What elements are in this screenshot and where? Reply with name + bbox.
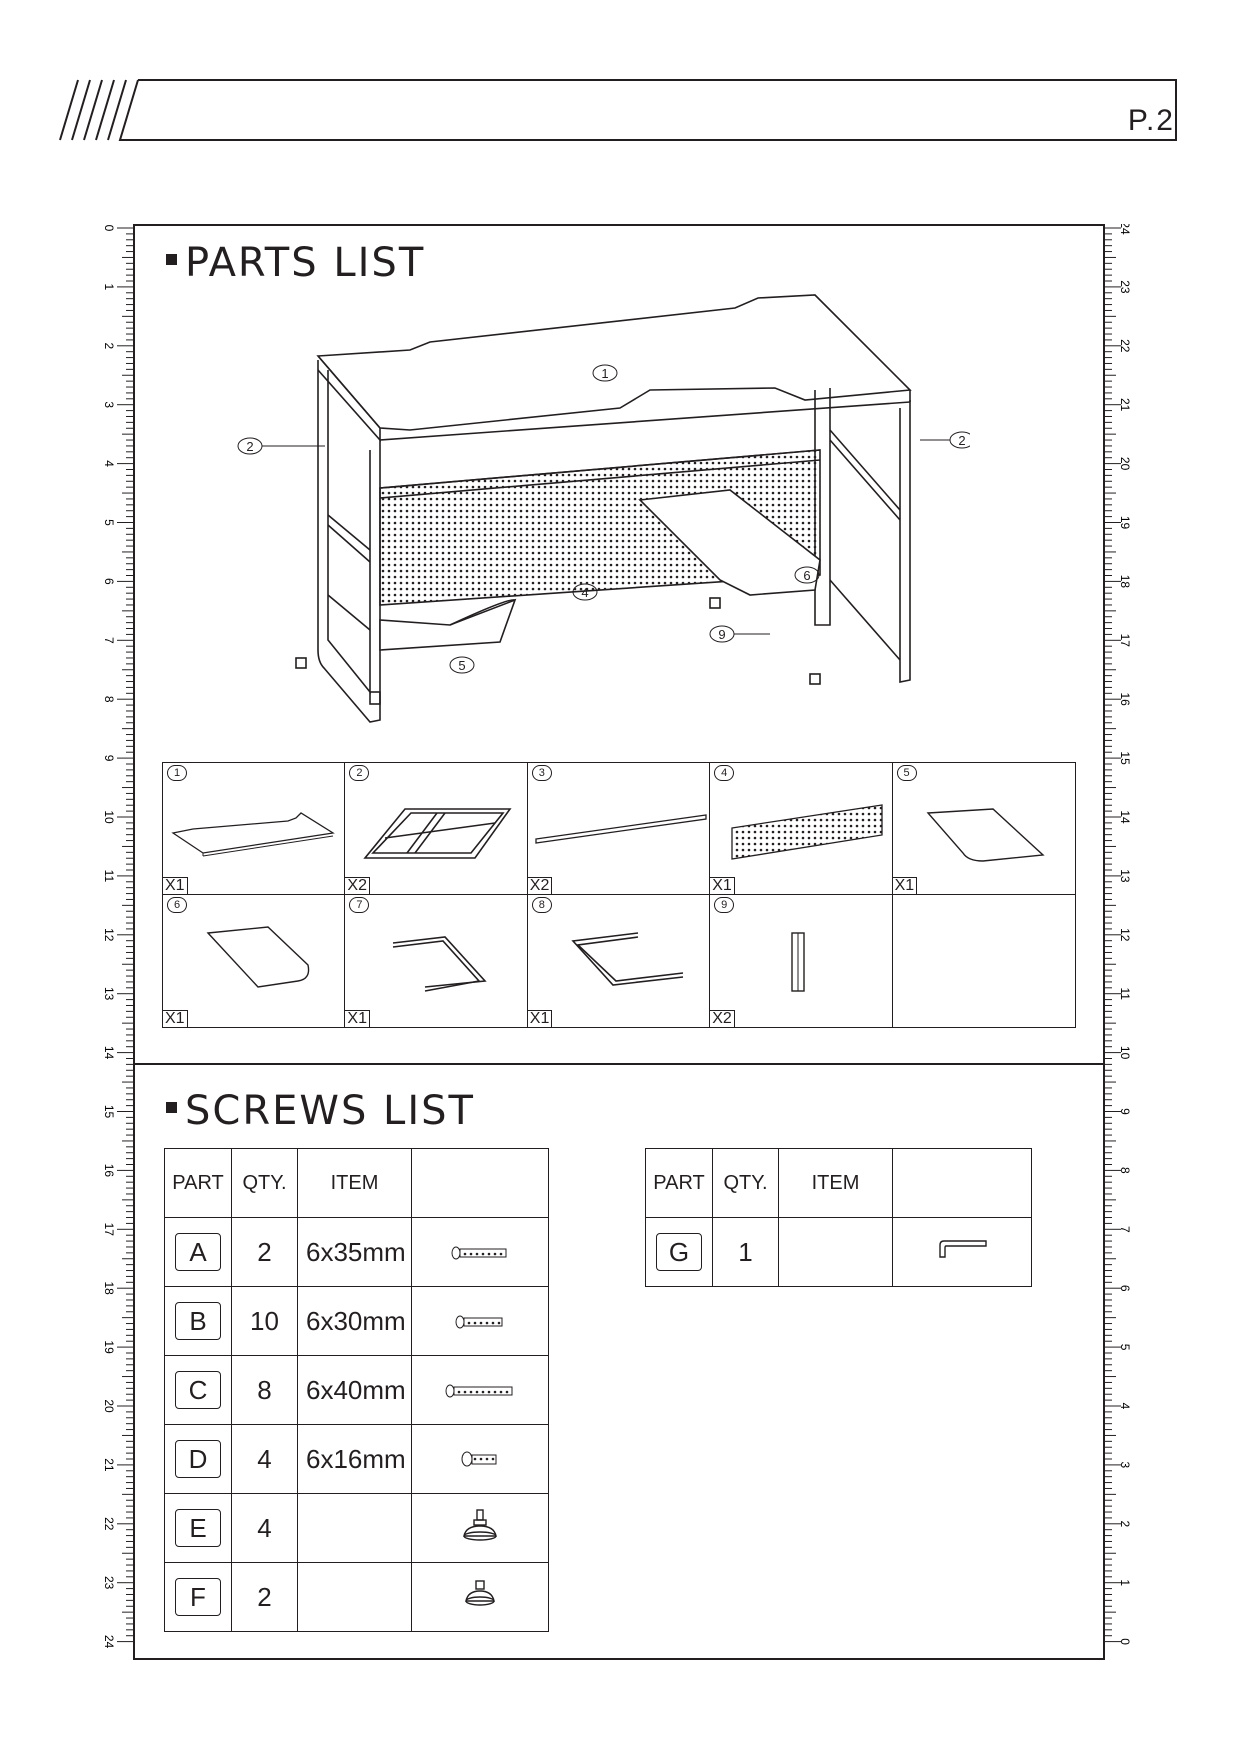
ruler-label: 5	[1118, 1343, 1132, 1351]
ruler-label: 3	[103, 401, 116, 409]
ruler-label: 22	[103, 1517, 116, 1531]
qty-cell: 4	[232, 1494, 298, 1563]
part-letter: E	[175, 1509, 221, 1547]
callout-2-left: 2	[246, 439, 254, 454]
callout-1: 1	[601, 366, 609, 381]
screws-list-title-text: SCREWS LIST	[185, 1088, 475, 1134]
ruler-label: 18	[103, 1281, 116, 1295]
page-number: P.2	[1127, 104, 1175, 137]
qty-cell: 2	[232, 1218, 298, 1287]
part-cell	[528, 763, 710, 895]
ruler-label: 6	[1118, 1284, 1132, 1292]
bolt-icon	[412, 1356, 549, 1425]
ruler-label: 0	[103, 224, 116, 232]
ruler-label: 14	[103, 1045, 116, 1060]
part-number: 3	[532, 765, 552, 781]
bullet-square-icon	[166, 1102, 177, 1113]
leveling-foot-icon	[412, 1494, 549, 1563]
header-item: ITEM	[298, 1149, 412, 1218]
ruler-label: 9	[1118, 1108, 1132, 1115]
bullet-square-icon	[166, 254, 177, 265]
bracket-left-icon	[345, 895, 527, 1028]
part-letter: F	[175, 1578, 221, 1616]
assembled-desk-illustration	[230, 280, 970, 770]
section-divider	[133, 1063, 1105, 1065]
part-qty: X2	[528, 877, 553, 894]
table-header-row	[646, 1149, 1032, 1218]
ruler-label: 12	[103, 928, 116, 942]
item-cell	[298, 1494, 412, 1563]
part-letter: C	[175, 1371, 221, 1409]
ruler-label: 13	[103, 987, 116, 1001]
header-qty: QTY.	[713, 1149, 779, 1218]
parts-list-title-text: PARTS LIST	[185, 240, 426, 286]
part-number: 8	[532, 897, 552, 913]
ruler-label: 19	[103, 1340, 116, 1354]
part-qty: X1	[893, 877, 918, 894]
item-cell: 6x16mm	[298, 1425, 412, 1494]
ruler-label: 22	[1118, 339, 1132, 353]
table-row	[165, 1356, 549, 1425]
parts-grid	[162, 762, 1076, 1028]
qty-cell: 10	[232, 1287, 298, 1356]
part-cell	[345, 895, 527, 1027]
ruler-label: 17	[1118, 633, 1132, 647]
screws-table-right	[645, 1148, 1032, 1287]
ruler-label: 16	[1118, 692, 1132, 706]
bar-icon	[528, 763, 710, 896]
ruler-label: 4	[1118, 1402, 1132, 1410]
bolt-icon	[412, 1218, 549, 1287]
part-cell-empty	[893, 895, 1075, 1027]
ruler-label: 10	[103, 810, 116, 824]
part-number: 5	[897, 765, 917, 781]
part-letter: A	[175, 1233, 221, 1271]
qty-cell: 1	[713, 1218, 779, 1287]
table-row	[165, 1218, 549, 1287]
ruler-label: 11	[103, 869, 116, 883]
item-cell	[779, 1218, 893, 1287]
shelf-left-icon	[893, 763, 1075, 896]
allen-key-icon	[893, 1218, 1032, 1287]
header-icon	[893, 1149, 1032, 1218]
part-number: 1	[167, 765, 187, 781]
callout-5: 5	[458, 658, 466, 673]
table-row	[646, 1218, 1032, 1287]
header-qty: QTY.	[232, 1149, 298, 1218]
part-cell	[163, 895, 345, 1027]
item-cell: 6x35mm	[298, 1218, 412, 1287]
part-number: 6	[167, 897, 187, 913]
part-qty: X1	[528, 1010, 553, 1027]
part-cell	[163, 763, 345, 895]
header-item: ITEM	[779, 1149, 893, 1218]
shelf-right-icon	[163, 895, 345, 1028]
ruler-label: 20	[103, 1399, 116, 1413]
ruler-label: 24	[103, 1634, 116, 1649]
ruler-right	[1105, 224, 1135, 1660]
ruler-label: 24	[1118, 224, 1132, 235]
desktop-board-icon	[163, 763, 345, 896]
item-cell	[298, 1563, 412, 1632]
post-icon	[710, 895, 892, 1028]
ruler-label: 16	[103, 1163, 116, 1178]
bolt-icon	[412, 1287, 549, 1356]
ruler-label: 6	[103, 578, 116, 585]
qty-cell: 2	[232, 1563, 298, 1632]
part-number: 9	[714, 897, 734, 913]
ruler-label: 21	[103, 1458, 116, 1472]
screws-table-left	[164, 1148, 549, 1632]
item-cell: 6x40mm	[298, 1356, 412, 1425]
bracket-right-icon	[528, 895, 710, 1028]
ruler-label: 4	[103, 460, 116, 467]
ruler-label: 9	[103, 754, 116, 762]
ruler-label: 0	[1118, 1638, 1132, 1645]
ruler-label: 13	[1118, 869, 1132, 883]
ruler-label: 15	[1118, 751, 1132, 765]
ruler-label: 1	[1118, 1579, 1132, 1587]
ruler-label: 5	[103, 519, 116, 526]
table-row	[165, 1287, 549, 1356]
callout-2-right: 2	[958, 433, 966, 448]
table-row	[165, 1425, 549, 1494]
ruler-label: 23	[103, 1576, 116, 1590]
part-letter: D	[175, 1440, 221, 1478]
part-letter: B	[175, 1302, 221, 1340]
ruler-label: 23	[1118, 280, 1132, 294]
ruler-label: 1	[103, 283, 116, 291]
bolt-icon	[412, 1425, 549, 1494]
ruler-label: 12	[1118, 928, 1132, 942]
part-qty: X2	[710, 1010, 735, 1027]
ruler-label: 8	[103, 695, 116, 703]
ruler-label: 10	[1118, 1045, 1132, 1060]
side-frame-icon	[345, 763, 527, 896]
table-row	[165, 1494, 549, 1563]
part-cell	[528, 895, 710, 1027]
ruler-label: 21	[1118, 398, 1132, 412]
part-qty: X1	[710, 877, 735, 894]
header-part: PART	[165, 1149, 232, 1218]
pegboard-icon	[710, 763, 892, 896]
ruler-label: 8	[1118, 1167, 1132, 1174]
part-qty: X1	[345, 1010, 370, 1027]
part-qty: X1	[163, 1010, 188, 1027]
part-cell	[710, 895, 892, 1027]
callout-9: 9	[718, 627, 726, 642]
ruler-label: 17	[103, 1222, 116, 1236]
part-number: 7	[349, 897, 369, 913]
callout-6: 6	[803, 568, 811, 583]
part-letter: G	[656, 1233, 702, 1271]
ruler-label: 19	[1118, 515, 1132, 530]
ruler-left	[103, 224, 133, 1660]
ruler-label: 20	[1118, 456, 1132, 471]
screws-list-title	[166, 1088, 475, 1134]
qty-cell: 8	[232, 1356, 298, 1425]
ruler-label: 15	[103, 1104, 116, 1119]
ruler-left-ticks	[103, 224, 133, 1660]
part-cell	[893, 763, 1075, 895]
small-foot-icon	[412, 1563, 549, 1632]
table-row	[165, 1563, 549, 1632]
ruler-label: 18	[1118, 574, 1132, 589]
header-icon	[412, 1149, 549, 1218]
qty-cell: 4	[232, 1425, 298, 1494]
ruler-label: 7	[103, 636, 116, 644]
ruler-label: 11	[1118, 987, 1132, 1000]
header-part: PART	[646, 1149, 713, 1218]
part-cell	[710, 763, 892, 895]
ruler-label: 14	[1118, 810, 1132, 824]
callout-4: 4	[581, 585, 589, 600]
ruler-label: 2	[1118, 1520, 1132, 1528]
part-cell	[345, 763, 527, 895]
ruler-right-ticks	[1105, 224, 1135, 1660]
part-qty: X1	[163, 877, 188, 894]
ruler-label: 7	[1118, 1225, 1132, 1233]
part-number: 4	[714, 765, 734, 781]
item-cell: 6x30mm	[298, 1287, 412, 1356]
ruler-label: 3	[1118, 1461, 1132, 1469]
part-number: 2	[349, 765, 369, 781]
ruler-label: 2	[103, 342, 116, 350]
header-banner	[58, 78, 1178, 146]
part-qty: X2	[345, 877, 370, 894]
table-header-row	[165, 1149, 549, 1218]
